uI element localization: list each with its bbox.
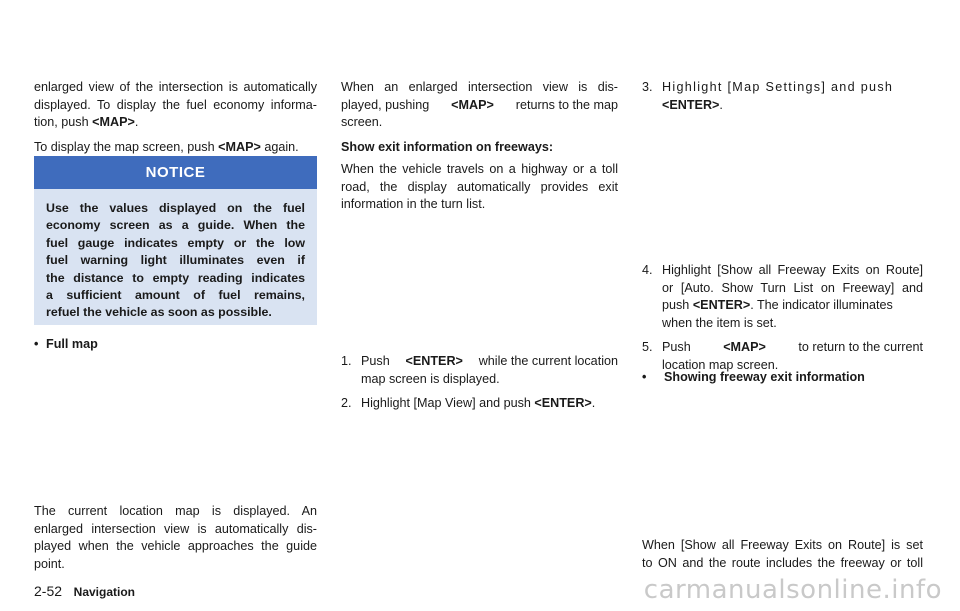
- section-heading: Show exit information on freeways:: [341, 139, 554, 154]
- text: map screen is displayed.: [361, 371, 500, 386]
- paragraph-line: When the vehicle travels on a highway or a toll: [341, 162, 618, 176]
- notice-box: [34, 156, 317, 325]
- paragraph-line: enlarged view of the intersection is automatically: [34, 80, 317, 94]
- text: Highlight [Map View] and push: [361, 396, 531, 410]
- column-2-steps: [341, 353, 618, 420]
- text: Highlight [Show all Freeway Exits on Route]: [662, 263, 923, 277]
- notice-line: the distance to empty reading indicates: [46, 270, 305, 285]
- notice-line: fuel gauge indicates empty or the low: [46, 235, 305, 250]
- text: To display the map screen, push: [34, 139, 215, 154]
- key-label: <ENTER>: [662, 97, 720, 112]
- step-number: 1.: [341, 354, 352, 368]
- column-1: [34, 79, 317, 156]
- paragraph-line: enlarged intersection view is automatically dis-: [34, 521, 317, 536]
- bullet-freeway-exit: [642, 369, 865, 387]
- step-3: [642, 79, 923, 114]
- column-3-steps: [642, 262, 923, 381]
- step-1: [341, 353, 618, 388]
- step-number: 4.: [642, 263, 653, 277]
- notice-line: fuel warning light illuminates even if: [46, 253, 305, 268]
- text: tion, push: [34, 115, 89, 129]
- text: when the item is set.: [662, 315, 777, 330]
- text: Push: [662, 340, 691, 354]
- text: .: [591, 396, 596, 410]
- notice-title: NOTICE: [34, 156, 317, 189]
- text: to return to the current: [798, 340, 923, 354]
- key-label: <ENTER>: [692, 298, 751, 312]
- paragraph-line: The current location map is displayed. An: [34, 504, 317, 518]
- paragraph-line: played when the vehicle approaches the guide: [34, 539, 317, 553]
- bullet-full-map: [34, 336, 98, 354]
- paragraph-line: [34, 114, 317, 132]
- page-number: 2-52: [34, 583, 63, 599]
- key-label: <ENTER>: [534, 396, 592, 410]
- bullet-label: Showing freeway exit information: [664, 370, 865, 384]
- key-label: <MAP>: [451, 97, 494, 112]
- paragraph: [34, 139, 317, 157]
- text: push: [662, 298, 690, 312]
- step-2: [341, 395, 618, 413]
- paragraph-line: [341, 97, 618, 115]
- step-number: 2.: [341, 396, 352, 410]
- notice-line: economy screen as a guide. When the: [46, 218, 305, 233]
- notice-line: refuel the vehicle as soon as possible.: [46, 305, 272, 320]
- column-3-bottom: [642, 537, 923, 572]
- text: .: [134, 115, 139, 129]
- column-2: [341, 79, 618, 214]
- paragraph-line: screen.: [341, 115, 383, 129]
- text: returns to the map: [515, 97, 618, 112]
- key-label: <MAP>: [92, 115, 135, 129]
- bullet-label: Full map: [46, 337, 98, 351]
- text: Push: [361, 354, 390, 368]
- column-1-bottom: [34, 503, 317, 573]
- watermark: carmanualsonline.info: [643, 575, 942, 605]
- paragraph-line: When an enlarged intersection view is dis-: [341, 80, 618, 94]
- text: again.: [264, 139, 299, 154]
- key-label: <MAP>: [723, 340, 766, 354]
- paragraph-line: When [Show all Freeway Exits on Route] is set: [642, 538, 923, 552]
- text: Highlight [Map Settings] and push: [662, 80, 894, 94]
- step-number: 3.: [642, 80, 653, 94]
- notice-line: Use the values displayed on the fuel: [46, 201, 305, 215]
- paragraph-line: information in the turn list.: [341, 197, 486, 211]
- bullet-dot-icon: •: [34, 337, 39, 351]
- text: or [Auto. Show Turn List on Freeway] and: [662, 280, 923, 295]
- key-label: <ENTER>: [405, 354, 463, 368]
- paragraph-line: road, the display automatically provides exit: [341, 179, 618, 194]
- section-name: Navigation: [73, 585, 135, 599]
- text: location map screen.: [662, 357, 779, 372]
- text: . The indicator illuminates: [750, 298, 893, 312]
- paragraph-line: to ON and the route includes the freeway or toll: [642, 555, 923, 570]
- bullet-dot-icon: •: [642, 370, 647, 384]
- notice-text: [46, 200, 305, 322]
- step-number: 5.: [642, 340, 653, 354]
- page-footer: [34, 583, 135, 599]
- step-4: [642, 262, 923, 332]
- key-label: <MAP>: [218, 139, 261, 154]
- paragraph-line: displayed. To display the fuel economy informa-: [34, 97, 317, 112]
- text: .: [719, 97, 723, 112]
- text: played, pushing: [341, 97, 430, 112]
- paragraph-line: point.: [34, 556, 65, 571]
- text: while the current location: [478, 354, 618, 368]
- column-3: [642, 79, 923, 121]
- notice-line: a sufficient amount of fuel remains,: [46, 288, 305, 303]
